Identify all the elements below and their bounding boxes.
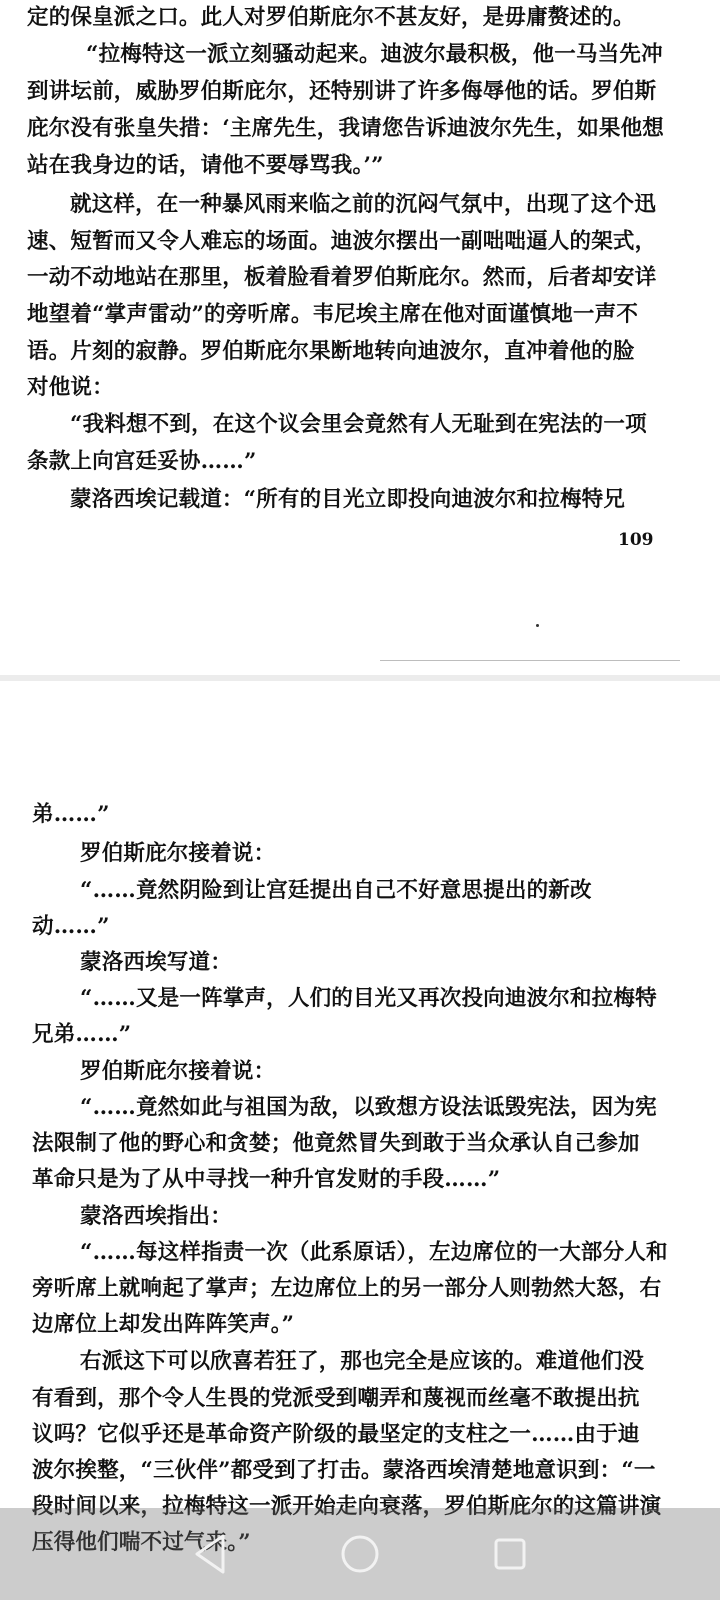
- text-line: 旁听席上就响起了掌声；左边席位上的另一部分人则勃然大怒，右: [32, 1276, 662, 1301]
- scan-artifact-line: [380, 660, 680, 661]
- text-line: 蒙洛西埃记载道：“所有的目光立即投向迪波尔和拉梅特兄: [70, 487, 626, 512]
- text-line: “……又是一阵掌声，人们的目光又再次投向迪波尔和拉梅特: [80, 986, 657, 1011]
- text-line: “……竟然阴险到让宫廷提出自己不好意思提出的新改: [80, 878, 592, 903]
- text-line: 边席位上却发出阵阵笑声。”: [32, 1312, 295, 1337]
- text-line: 速、短暂而又令人难忘的场面。迪波尔摆出一副咄咄逼人的架式，: [27, 229, 657, 254]
- text-line: 罗伯斯庇尔接着说：: [80, 841, 276, 866]
- text-line: 站在我身边的话，请他不要辱骂我。’”: [27, 153, 384, 178]
- text-line: 右派这下可以欣喜若狂了，那也完全是应该的。难道他们没: [80, 1349, 645, 1374]
- text-line: “……竟然如此与祖国为敌，以致想方设法诋毁宪法，因为宪: [80, 1095, 657, 1120]
- text-line: 弟……”: [32, 802, 110, 827]
- text-line: 就这样，在一种暴风雨来临之前的沉闷气氛中，出现了这个迅: [70, 192, 656, 217]
- back-triangle-icon: [190, 1532, 230, 1576]
- text-line: 法限制了他的野心和贪婪；他竟然冒失到敢于当众承认自己参加: [32, 1131, 640, 1156]
- text-line: 一动不动地站在那里，板着脸看着罗伯斯庇尔。然而，后者却安详: [27, 265, 657, 290]
- text-line: 有看到，那个令人生畏的党派受到嘲弄和蔑视而丝毫不敢提出抗: [32, 1386, 640, 1411]
- text-line: 罗伯斯庇尔接着说：: [80, 1059, 276, 1084]
- text-line: 蒙洛西埃指出：: [80, 1204, 232, 1229]
- document-page-top: [0, 0, 720, 675]
- text-line: 庇尔没有张皇失措：‘主席先生，我请您告诉迪波尔先生，如果他想: [27, 116, 664, 141]
- text-line: 动……”: [32, 914, 110, 939]
- text-line: 议吗？它似乎还是革命资产阶级的最坚定的支柱之一……由于迪: [32, 1422, 640, 1447]
- text-line: 条款上向宫廷妥协……”: [27, 449, 257, 474]
- document-page-bottom: [0, 681, 720, 1600]
- text-line: 波尔挨整，“三伙伴”都受到了打击。蒙洛西埃清楚地意识到：“一: [32, 1458, 656, 1483]
- home-circle-icon: [338, 1532, 382, 1576]
- text-line: 段时间以来，拉梅特这一派开始走向衰落，罗伯斯庇尔的这篇讲演: [32, 1494, 662, 1519]
- recent-apps-button[interactable]: [482, 1526, 538, 1582]
- text-line: 定的保皇派之口。此人对罗伯斯庇尔不甚友好，是毋庸赘述的。: [27, 5, 635, 30]
- page-number: 109: [618, 530, 654, 550]
- text-line: 革命只是为了从中寻找一种升官发财的手段……”: [32, 1167, 501, 1192]
- text-line: 到讲坛前，威胁罗伯斯庇尔，还特别讲了许多侮辱他的话。罗伯斯: [27, 79, 657, 104]
- scan-speck: [536, 624, 539, 627]
- recent-square-icon: [490, 1534, 530, 1574]
- back-button[interactable]: [182, 1526, 238, 1582]
- home-button[interactable]: [332, 1526, 388, 1582]
- text-line: 地望着“掌声雷动”的旁听席。韦尼埃主席在他对面谨慎地一声不: [27, 302, 639, 327]
- text-line: 蒙洛西埃写道：: [80, 950, 232, 975]
- navigation-bar: [0, 1508, 720, 1600]
- text-line: “……每这样指责一次（此系原话），左边席位的一大部分人和: [80, 1240, 668, 1265]
- text-line: “我料想不到，在这个议会里会竟然有人无耻到在宪法的一项: [70, 412, 647, 437]
- text-line: “拉梅特这一派立刻骚动起来。迪波尔最积极，他一马当先冲: [86, 42, 663, 67]
- text-line: 压得他们喘不过气来。”: [32, 1530, 251, 1555]
- text-line: 兄弟……”: [32, 1022, 132, 1047]
- text-line: 语。片刻的寂静。罗伯斯庇尔果断地转向迪波尔，直冲着他的脸: [27, 339, 635, 364]
- text-line: 对他说：: [27, 375, 114, 400]
